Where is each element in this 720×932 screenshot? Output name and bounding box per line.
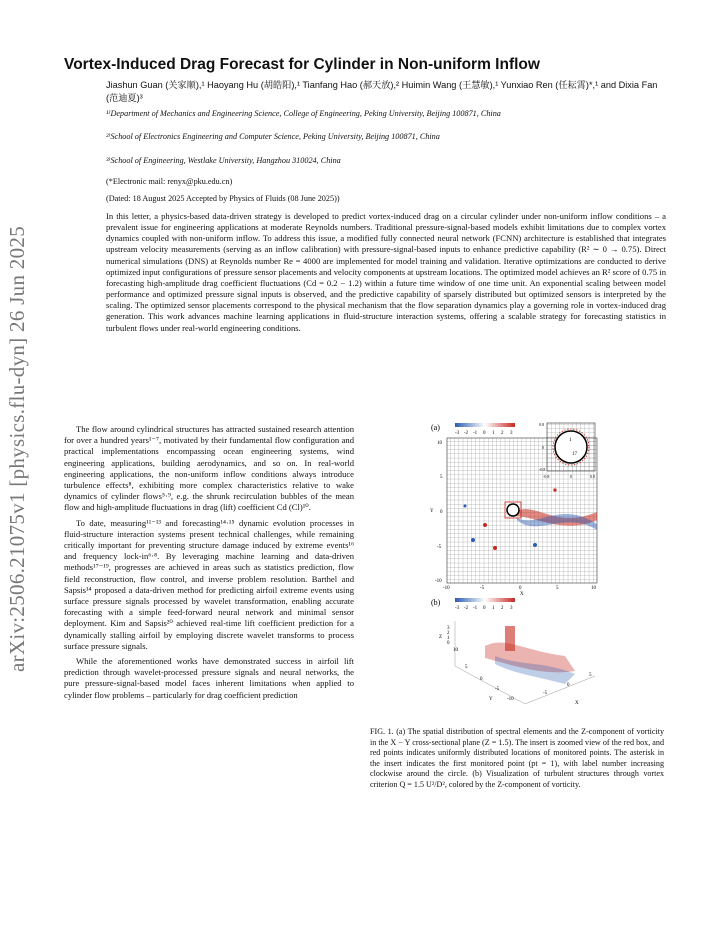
figure-1b <box>425 596 605 714</box>
colorbar-b-ticks <box>455 606 513 611</box>
svg-text:X: X <box>575 701 579 706</box>
svg-text:0: 0 <box>480 677 483 682</box>
svg-text:-0.8: -0.8 <box>539 467 546 472</box>
svg-text:X: X <box>520 592 524 595</box>
colorbar-a <box>455 423 515 427</box>
svg-text:3: 3 <box>510 606 513 611</box>
svg-text:-5: -5 <box>437 545 442 550</box>
svg-text:0: 0 <box>483 431 486 436</box>
svg-text:-10: -10 <box>443 586 450 591</box>
paragraph-1: The flow around cylindrical structures has attracted sustained research attention for over a hundred years¹⁻⁷, motivated by their fundamental flow configuration and practical implementations encompassing ocean engineering systems, wind engineering applications, building aerodynamics, and so on. In real-world engineering applications, the non-uniform inflow conditions always introduce turbulence effects⁸, exhibiting more complex characteristics relative to wake dynamics of cylinder flows⁵·⁹, e.g. the shrunk recirculation bubbles of the mean flow and high-amplitude fluctuations in drag (lift) coefficient Cd (Cl)¹⁰. <box>64 424 354 513</box>
svg-text:0: 0 <box>483 606 486 611</box>
svg-text:2: 2 <box>501 606 504 611</box>
svg-text:0: 0 <box>542 445 544 450</box>
svg-text:3: 3 <box>447 626 450 631</box>
vortex-structures <box>485 626 575 684</box>
svg-text:Y: Y <box>489 697 493 702</box>
svg-text:0: 0 <box>440 510 443 515</box>
figure-1a <box>425 420 605 595</box>
svg-text:0: 0 <box>570 474 572 479</box>
colorbar-a-ticks <box>455 431 513 436</box>
svg-text:-2: -2 <box>464 606 469 611</box>
svg-text:3: 3 <box>510 431 513 436</box>
svg-text:2: 2 <box>447 631 450 636</box>
svg-text:Y: Y <box>430 509 434 514</box>
svg-text:-5: -5 <box>543 691 548 696</box>
svg-text:10: 10 <box>453 648 458 653</box>
svg-text:5: 5 <box>589 673 592 678</box>
svg-text:0.8: 0.8 <box>590 474 595 479</box>
svg-text:-3: -3 <box>455 606 460 611</box>
svg-text:-0.8: -0.8 <box>543 474 550 479</box>
figure-b-label: (b) <box>431 598 441 607</box>
svg-text:0: 0 <box>447 641 450 646</box>
svg-text:10: 10 <box>437 441 442 446</box>
svg-text:-5: -5 <box>495 687 500 692</box>
svg-text:Z: Z <box>439 635 443 640</box>
svg-text:1: 1 <box>447 636 450 641</box>
paper-title: Vortex-Induced Drag Forecast for Cylinder in Non-uniform Inflow <box>64 56 540 73</box>
figure-a-label: (a) <box>431 423 440 432</box>
colorbar-b <box>455 598 515 602</box>
svg-text:1: 1 <box>492 606 495 611</box>
svg-text:-3: -3 <box>455 431 460 436</box>
affiliation-2: ²⁾School of Electronics Engineering and Computer Science, Peking University, Beijing 100871, China <box>106 132 440 141</box>
svg-text:1: 1 <box>569 438 572 443</box>
email-line: (*Electronic mail: renyx@pku.edu.cn) <box>106 177 233 186</box>
svg-text:0.8: 0.8 <box>539 422 544 427</box>
svg-text:-10: -10 <box>507 697 514 702</box>
left-column <box>64 424 354 705</box>
svg-text:-5: -5 <box>480 586 485 591</box>
svg-text:-2: -2 <box>464 431 469 436</box>
svg-text:0: 0 <box>519 586 522 591</box>
arxiv-identifier: arXiv:2506.21075v1 [physics.flu-dyn] 26 Jun 2025 <box>5 225 29 673</box>
cylinder <box>507 504 519 516</box>
paragraph-2: To date, measuring¹¹⁻¹³ and forecasting¹⁴·¹⁵ dynamic evolution processes in fluid-structure interaction systems present technical challenges, while remaining critically important for preventing structure damage induced by extreme events¹⁶ and frequency lock-in⁶·⁸. By leveraging machine learning and data-driven methods¹⁷⁻¹⁹, progresses are achieved in areas such as statistics prediction, flow field reconstruction, flow control, and inverse problem resolution. Barthel and Sapsis¹⁴ proposed a data-driven method for predicting airfoil extreme events using surface pressure signals processed by wavelet transformation, enabling accurate forecasting with a simple feed-forward neural network and minimal sensor deployment. Kim and Sapsis²⁰ achieved real-time lift coefficient prediction for a dynamically stalling airfoil by employing discrete wavelet transforms to process surface pressure signals. <box>64 517 354 651</box>
svg-text:1: 1 <box>492 431 495 436</box>
svg-text:-10: -10 <box>435 579 442 584</box>
svg-text:5: 5 <box>440 475 443 480</box>
svg-text:-1: -1 <box>473 431 478 436</box>
abstract: In this letter, a physics-based data-driven strategy is developed to predict vortex-induced drag on a circular cylinder under non-uniform inflow conditions – a prevalent issue for engineering applications at moderate Reynolds numbers. Traditional pressure-signal-based models exhibit limitations due to complex vortex dynamics coupled with non-uniform inflow. To address this issue, a modified fully connected neural network (FCNN) architecture is established that integrates upstream velocity measurements (serving as an inflow calibration) with pressure-signal-based inputs to enhance predictive capability (R² ∼ 0 → 0.75). Direct numerical simulations (DNS) at Reynolds number Re = 4000 are implemented for model training and validation. Iterative optimizations are conducted to derive optimized input configurations of pressure sensor placements and velocity components at upstream locations. The optimized model achieves an R² score of 0.75 in forecasting high-amplitude drag coefficient fluctuations (Cd = 0.2 − 1.2) within a future time window of one time unit. An exponential scaling between model performance and optimized pressure signal inputs is observed, and the predictive capability of sparsely distributed but optimized sensors is interpreted by the scaling. The optimized sensor placements correspond to the physical mechanism that the flow separation dynamics play a governing role in vortex-induced drag generation. This work advances machine learning applications in fluid-structure interaction systems, offering a scalable strategy for forecasting statistics in turbulent flows under real-world engineering conditions. <box>106 211 666 333</box>
dated-line: (Dated: 18 August 2025 Accepted by Physics of Fluids (08 June 2025)) <box>106 194 340 203</box>
inset <box>539 422 595 479</box>
svg-text:0: 0 <box>567 683 570 688</box>
svg-text:10: 10 <box>591 586 596 591</box>
svg-text:-1: -1 <box>473 606 478 611</box>
affiliation-1: ¹⁾Department of Mechanics and Engineering Science, College of Engineering, Peking University, Beijing 100871, China <box>106 109 501 118</box>
svg-text:5: 5 <box>556 586 559 591</box>
svg-text:5: 5 <box>465 665 468 670</box>
author-list: Jiashun Guan (关家顺),¹ Haoyang Hu (胡皓阳),¹ Tianfang Hao (郝天放),² Huimin Wang (王慧敏),¹ Yunxiao Ren (任耘霄)*,¹ and Dixia Fan (范迪夏)³ <box>106 80 658 103</box>
svg-text:17: 17 <box>572 452 577 457</box>
affiliation-3: ³⁾School of Engineering, Westlake University, Hangzhou 310024, China <box>106 156 341 165</box>
paragraph-3: While the aforementioned works have demonstrated success in airfoil lift prediction through wavelet-processed pressure signals and neural networks, the pure pressure-signal-based model faces inherent limitations when applied to cylinder flow problems – particularly for drag coefficient prediction <box>64 656 354 700</box>
figure-caption: FIG. 1. (a) The spatial distribution of spectral elements and the Z-component of vorticity in the X − Y cross-sectional plane (Z = 1.5). The insert is zoomed view of the red box, and red points indicates uniformly distributed locations of monitored points. The asterisk in the insert indicates the first monitored point (pt = 1), with label number increasing clockwise around the circle. (b) Visualization of turbulent structures through vortex criterion Q = 1.5 U²/D², colored by the Z-component of vorticity. <box>370 727 664 789</box>
svg-text:2: 2 <box>501 431 504 436</box>
